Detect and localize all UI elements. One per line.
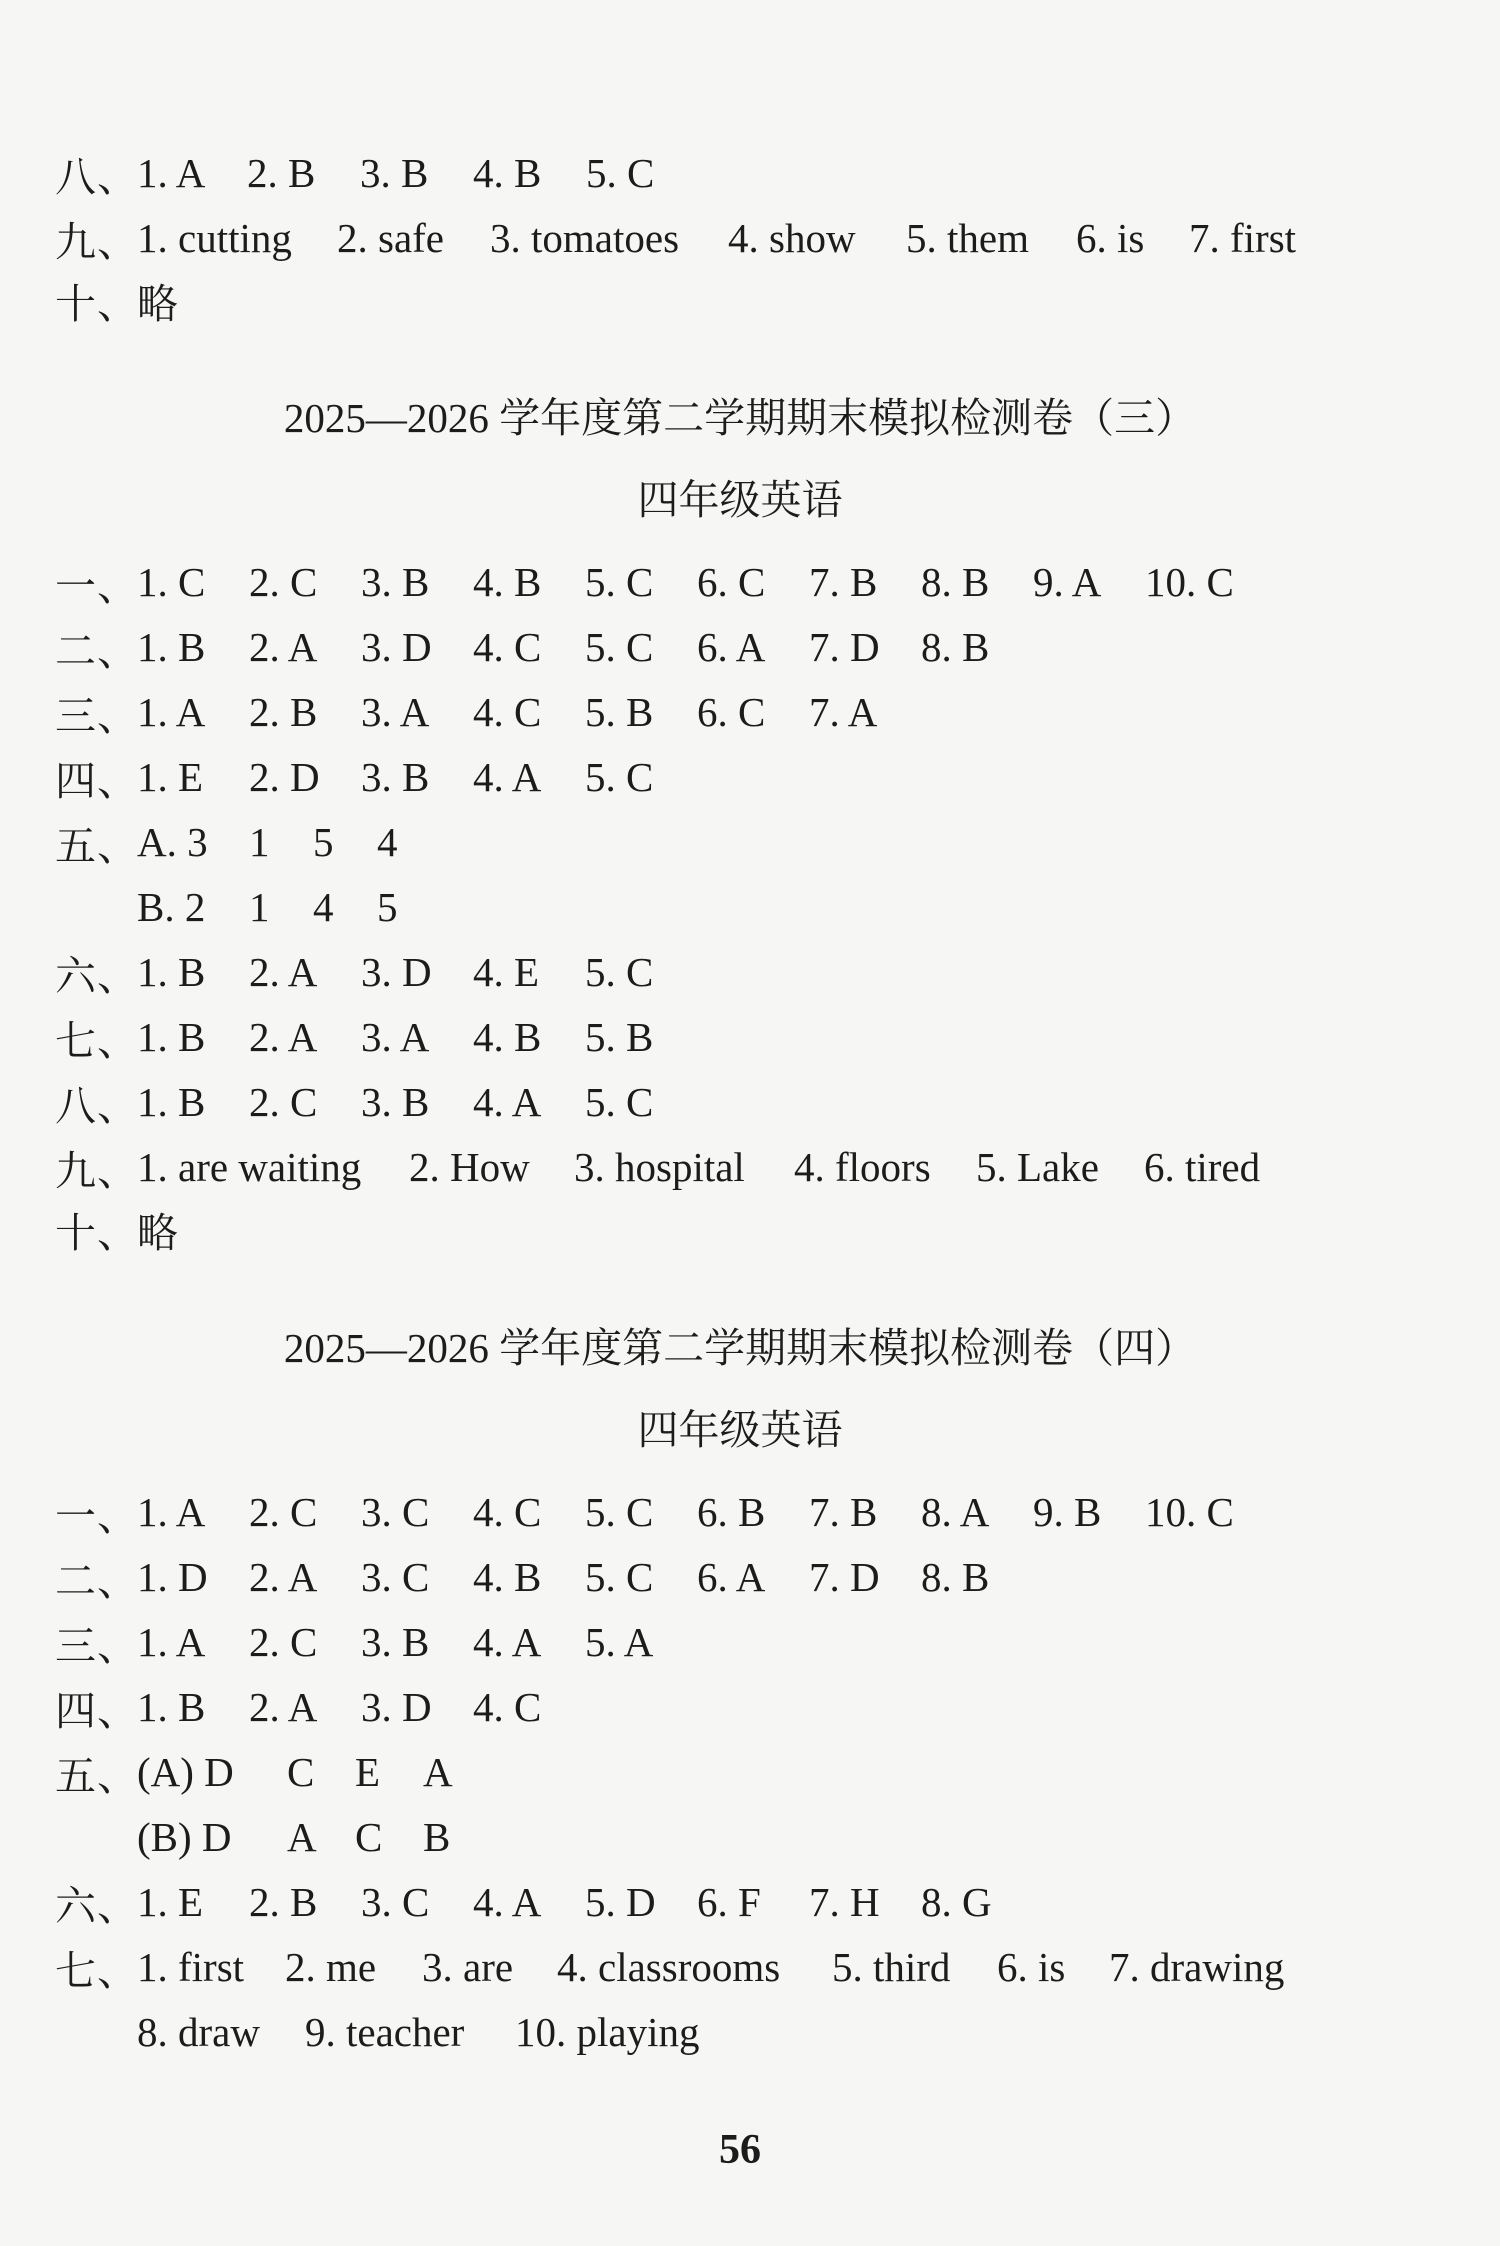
answer-item: 5. C xyxy=(585,1554,654,1600)
answer-item: A. 3 xyxy=(137,819,208,865)
answer-item: 4. C xyxy=(473,1489,542,1535)
answer-item: (A) D xyxy=(137,1749,234,1795)
section-label: 十、 xyxy=(55,1209,139,1256)
answer-item: 1. first xyxy=(137,1944,245,1990)
answer-item: 3. B xyxy=(361,559,430,605)
answer-item: 5. C xyxy=(585,559,654,605)
answer-item: 1 xyxy=(249,884,270,930)
answer-item: 5 xyxy=(313,819,334,865)
section-label: 四、 xyxy=(55,1687,139,1734)
answer-item: 1. E xyxy=(137,754,204,800)
answer-row xyxy=(55,208,1296,268)
section-label: 四、 xyxy=(55,757,139,804)
answer-row xyxy=(55,682,877,742)
answer-item: 2. How xyxy=(409,1144,530,1190)
answer-row xyxy=(55,1872,992,1932)
section-label: 六、 xyxy=(55,952,139,999)
answer-item: 8. draw xyxy=(137,2009,260,2055)
answer-item: 5. C xyxy=(585,1489,654,1535)
answer-item: 4. C xyxy=(473,1684,542,1730)
answer-row xyxy=(55,747,653,807)
section-label: 一、 xyxy=(55,1492,139,1539)
answer-item: 1. A xyxy=(137,689,206,735)
answer-row xyxy=(55,1612,653,1672)
answer-row xyxy=(55,1677,541,1737)
exam-title: 2025—2026 学年度第二学期期末模拟检测卷（四） xyxy=(283,1325,1197,1371)
answer-item: 4. C xyxy=(473,689,542,735)
answer-item: 3. A xyxy=(361,689,430,735)
answer-item: 4. show xyxy=(728,215,856,261)
answer-item: 8. G xyxy=(921,1879,992,1925)
answer-item: 1. B xyxy=(137,1014,206,1060)
answer-item: 8. B xyxy=(921,1554,990,1600)
answer-item: 7. D xyxy=(809,1554,880,1600)
answer-item: 5 xyxy=(377,884,398,930)
section-label: 二、 xyxy=(55,1557,139,1604)
answer-item: 7. B xyxy=(809,1489,878,1535)
answer-row xyxy=(55,1199,178,1259)
answer-item: 5. C xyxy=(585,624,654,670)
answer-item: 1. A xyxy=(137,1489,206,1535)
answer-item: 10. C xyxy=(1145,559,1234,605)
answer-item: 3. A xyxy=(361,1014,430,1060)
answer-item: 5. them xyxy=(906,215,1029,261)
answer-item: 1. A xyxy=(137,150,206,196)
answer-item: 4. A xyxy=(473,754,542,800)
answer-row xyxy=(55,1807,450,1867)
answer-item: 5. A xyxy=(585,1619,654,1665)
answer-row xyxy=(55,812,398,872)
answer-row xyxy=(55,942,653,1002)
answer-item: 6. is xyxy=(1076,215,1145,261)
answer-item: 7. first xyxy=(1189,215,1297,261)
answer-item: 7. drawing xyxy=(1109,1944,1285,1990)
answer-item: 2. A xyxy=(249,1684,318,1730)
answer-item: 7. H xyxy=(809,1879,880,1925)
answer-item: 1. cutting xyxy=(137,215,292,261)
answer-item: 1. B xyxy=(137,624,206,670)
section-label: 七、 xyxy=(55,1017,139,1064)
answer-item: 3. D xyxy=(361,1684,432,1730)
answer-item: 4. B xyxy=(473,1014,542,1060)
answer-item: 4 xyxy=(313,884,334,930)
answer-item: 5. B xyxy=(585,1014,654,1060)
answer-item: 2. A xyxy=(249,1014,318,1060)
answer-item: 10. C xyxy=(1145,1489,1234,1535)
answer-item: 4. A xyxy=(473,1879,542,1925)
section-label: 三、 xyxy=(55,1622,139,1669)
answer-item: 5. B xyxy=(585,689,654,735)
answer-item: 3. D xyxy=(361,949,432,995)
page-number: 56 xyxy=(719,2127,761,2173)
answer-item: 6. B xyxy=(697,1489,766,1535)
answer-item: A xyxy=(287,1814,317,1860)
answer-item: 5. Lake xyxy=(976,1144,1099,1190)
answer-row xyxy=(55,1937,1284,1997)
answer-item: 4. C xyxy=(473,624,542,670)
answer-item: 6. tired xyxy=(1144,1144,1261,1190)
answer-row xyxy=(55,1482,1234,1542)
answer-item: 4. E xyxy=(473,949,540,995)
answer-item: 4. B xyxy=(473,150,542,196)
answer-item: 1. D xyxy=(137,1554,208,1600)
answer-item: 1. C xyxy=(137,559,206,605)
answer-item: 略 xyxy=(137,280,178,327)
section-label: 十、 xyxy=(55,280,139,327)
exam-subtitle: 四年级英语 xyxy=(637,1407,843,1453)
section-label: 二、 xyxy=(55,627,139,674)
answer-item: 4. A xyxy=(473,1079,542,1125)
answer-row xyxy=(55,552,1234,612)
answer-row xyxy=(55,143,654,203)
answer-item: 6. A xyxy=(697,1554,766,1600)
answer-item: 5. third xyxy=(832,1944,951,1990)
answer-item: 3. B xyxy=(361,1079,430,1125)
answer-row xyxy=(55,1137,1260,1197)
answer-item: 2. B xyxy=(249,1879,318,1925)
answer-row xyxy=(55,1742,453,1802)
answer-item: 2. A xyxy=(249,949,318,995)
section-label: 五、 xyxy=(55,1752,139,1799)
answer-item: 1. are waiting xyxy=(137,1144,362,1190)
section-label: 三、 xyxy=(55,692,139,739)
answer-item: 3. C xyxy=(361,1554,430,1600)
answer-item: (B) D xyxy=(137,1814,232,1860)
answer-item: 1. B xyxy=(137,1079,206,1125)
answer-item: 8. B xyxy=(921,559,990,605)
answer-row xyxy=(55,270,178,330)
answer-item: 2. me xyxy=(285,1944,377,1990)
answer-item: 3. B xyxy=(361,1619,430,1665)
answer-item: 略 xyxy=(137,1209,178,1256)
answer-item: E xyxy=(355,1749,381,1795)
answer-item: 2. A xyxy=(249,624,318,670)
answer-item: 2. C xyxy=(249,1079,318,1125)
answer-item: B xyxy=(423,1814,451,1860)
answer-item: 1. E xyxy=(137,1879,204,1925)
section-label: 九、 xyxy=(55,1147,139,1194)
answer-item: 3. B xyxy=(360,150,429,196)
exam-subtitle: 四年级英语 xyxy=(637,477,843,523)
answer-item: 5. C xyxy=(586,150,655,196)
answer-item: 3. C xyxy=(361,1879,430,1925)
answer-item: 7. A xyxy=(809,689,878,735)
answer-item: 2. A xyxy=(249,1554,318,1600)
section-label: 一、 xyxy=(55,562,139,609)
answer-row xyxy=(55,877,398,937)
answer-item: 4. A xyxy=(473,1619,542,1665)
answer-row xyxy=(55,1007,653,1067)
answer-item: 9. A xyxy=(1033,559,1102,605)
answer-item: 5. C xyxy=(585,949,654,995)
answer-item: 4 xyxy=(377,819,398,865)
answer-item: 3. hospital xyxy=(574,1144,745,1190)
answer-item: 5. C xyxy=(585,754,654,800)
answer-row xyxy=(55,1072,653,1132)
answer-row xyxy=(55,2002,699,2062)
answer-item: 3. tomatoes xyxy=(490,215,680,261)
section-label: 八、 xyxy=(55,153,139,200)
exam-title: 2025—2026 学年度第二学期期末模拟检测卷（三） xyxy=(283,395,1197,441)
section-label: 八、 xyxy=(55,1082,139,1129)
answer-item: C xyxy=(287,1749,315,1795)
section-label: 六、 xyxy=(55,1882,139,1929)
answer-item: 9. teacher xyxy=(305,2009,465,2055)
section-label: 九、 xyxy=(55,218,139,265)
answer-item: 2. D xyxy=(249,754,320,800)
answer-item: 9. B xyxy=(1033,1489,1102,1535)
answer-item: 10. playing xyxy=(515,2009,700,2055)
answer-row xyxy=(55,1547,989,1607)
answer-item: 7. B xyxy=(809,559,878,605)
answer-item: 6. C xyxy=(697,559,766,605)
answer-item: 2. B xyxy=(249,689,318,735)
answer-item: 1. A xyxy=(137,1619,206,1665)
answer-item: 1 xyxy=(249,819,270,865)
answer-item: 6. A xyxy=(697,624,766,670)
answer-item: 7. D xyxy=(809,624,880,670)
answer-item: 6. C xyxy=(697,689,766,735)
answer-item: 3. C xyxy=(361,1489,430,1535)
answer-item: 1. B xyxy=(137,949,206,995)
answer-item: 2. safe xyxy=(337,215,445,261)
answer-item: 2. C xyxy=(249,1619,318,1665)
answer-item: 5. C xyxy=(585,1079,654,1125)
answer-item: 2. B xyxy=(247,150,316,196)
answer-row xyxy=(55,617,989,677)
answer-item: A xyxy=(423,1749,453,1795)
section-label: 五、 xyxy=(55,822,139,869)
answer-item: 2. C xyxy=(249,1489,318,1535)
answer-item: 4. B xyxy=(473,1554,542,1600)
answer-item: 3. D xyxy=(361,624,432,670)
answer-item: 2. C xyxy=(249,559,318,605)
answer-item: 1. B xyxy=(137,1684,206,1730)
answer-item: B. 2 xyxy=(137,884,206,930)
answer-item: 6. F xyxy=(697,1879,761,1925)
answer-item: 8. B xyxy=(921,624,990,670)
answer-item: 6. is xyxy=(997,1944,1066,1990)
answer-item: 3. B xyxy=(361,754,430,800)
answer-item: 4. floors xyxy=(794,1144,931,1190)
answer-item: 8. A xyxy=(921,1489,990,1535)
section-label: 七、 xyxy=(55,1947,139,1994)
answer-item: 4. B xyxy=(473,559,542,605)
answer-item: 4. classrooms xyxy=(557,1944,781,1990)
answer-item: 5. D xyxy=(585,1879,656,1925)
answer-item: 3. are xyxy=(422,1944,514,1990)
answer-item: C xyxy=(355,1814,383,1860)
